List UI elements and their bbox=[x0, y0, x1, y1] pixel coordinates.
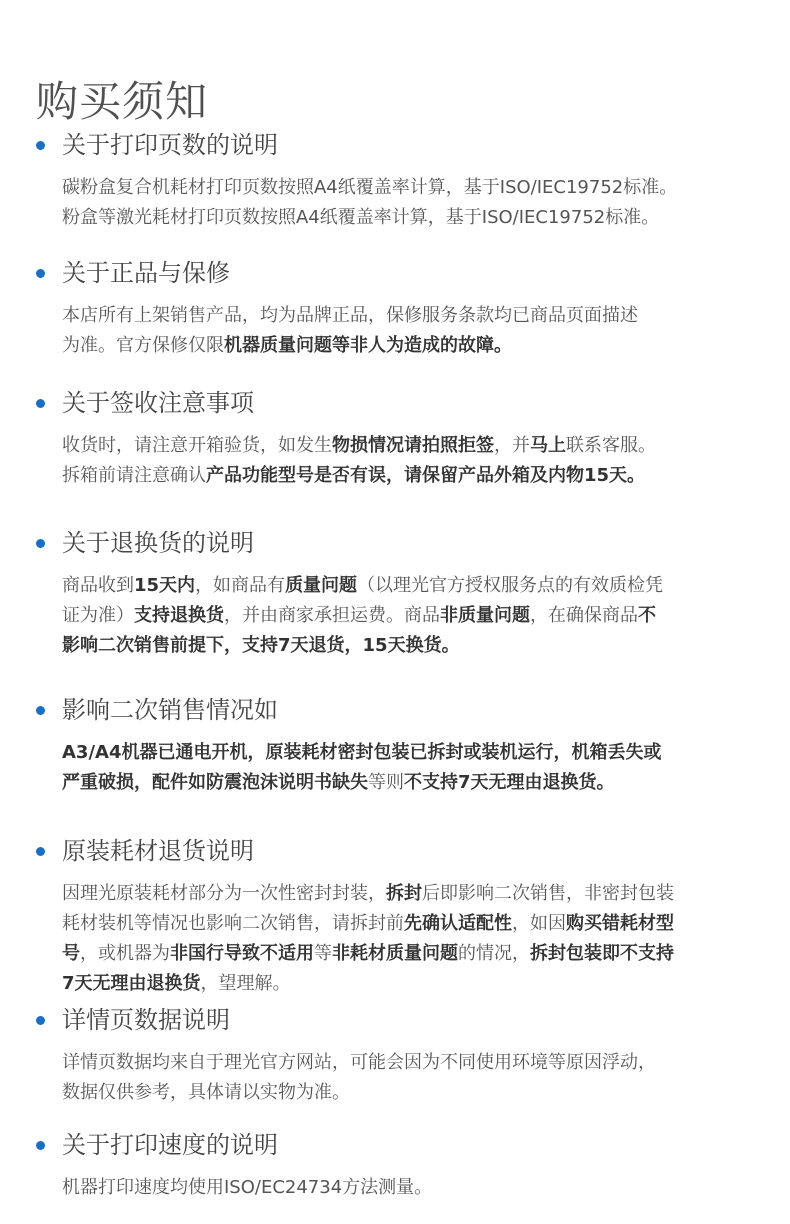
section-title: 关于正品与保修 bbox=[62, 259, 230, 287]
section-title: 影响二次销售情况如 bbox=[62, 696, 278, 724]
body-line bbox=[62, 1048, 762, 1078]
bullet-dot-icon bbox=[36, 1141, 45, 1150]
section-title: 关于打印速度的说明 bbox=[62, 1131, 278, 1159]
body-line bbox=[62, 738, 762, 768]
bold-text: 先确认适配性 bbox=[404, 913, 512, 934]
body-text: 商品收到 bbox=[62, 575, 134, 596]
body-text: ，望理解。 bbox=[200, 973, 291, 994]
body-line bbox=[62, 301, 762, 331]
section-body bbox=[62, 879, 762, 999]
body-text: 粉盒等激光耗材打印页数按照A4纸覆盖率计算，基于ISO/IEC19752标准。 bbox=[62, 207, 660, 228]
body-text: 收货时，请注意开箱验货，如发生 bbox=[62, 435, 332, 456]
section-header bbox=[0, 387, 790, 419]
body-line bbox=[62, 331, 762, 361]
body-line bbox=[62, 909, 762, 939]
body-text: ，在确保商品 bbox=[530, 605, 638, 626]
section-header bbox=[0, 129, 790, 161]
section-body bbox=[62, 301, 762, 361]
body-line bbox=[62, 969, 762, 999]
body-text: 为准。官方保修仅限 bbox=[62, 335, 224, 356]
body-text: 的情况， bbox=[458, 943, 530, 964]
bold-text: 物损情况请拍照拒签 bbox=[332, 435, 494, 456]
section-title: 关于退换货的说明 bbox=[62, 529, 254, 557]
bullet-dot-icon bbox=[36, 847, 45, 856]
bold-text: 质量问题 bbox=[285, 575, 358, 596]
bullet-dot-icon bbox=[36, 399, 45, 408]
body-text: ，如因 bbox=[512, 913, 566, 934]
section-header bbox=[0, 694, 790, 726]
body-text: 等则 bbox=[368, 772, 404, 793]
body-text: 数据仅供参考，具体请以实物为准。 bbox=[62, 1082, 350, 1103]
bold-text: 15天内 bbox=[134, 575, 196, 596]
section-body bbox=[62, 1173, 762, 1203]
bullet-dot-icon bbox=[36, 706, 45, 715]
bullet-dot-icon bbox=[36, 539, 45, 548]
section-header bbox=[0, 1129, 790, 1161]
body-line bbox=[62, 879, 762, 909]
section-body bbox=[62, 431, 762, 491]
body-text: 本店所有上架销售产品，均为品牌正品，保修服务条款均已商品页面描述 bbox=[62, 305, 638, 326]
section-title: 原装耗材退货说明 bbox=[62, 837, 254, 865]
body-line bbox=[62, 571, 762, 601]
body-line bbox=[62, 203, 762, 233]
bold-text: 机器质量问题等非人为造成的故障。 bbox=[224, 335, 512, 356]
body-line bbox=[62, 1078, 762, 1108]
body-text: 因理光原装耗材部分为一次性密封封装， bbox=[62, 883, 386, 904]
body-text: 等 bbox=[314, 943, 332, 964]
body-text: （以理光官方授权服务点的有效质检凭 bbox=[357, 575, 664, 596]
body-line bbox=[62, 768, 762, 798]
section-body bbox=[62, 571, 762, 661]
section-title: 关于签收注意事项 bbox=[62, 389, 254, 417]
bold-text: 支持退换货 bbox=[134, 605, 224, 626]
body-text: 详情页数据均来自于理光官方网站，可能会因为不同使用环境等原因浮动， bbox=[62, 1052, 656, 1073]
body-text: ，或机器为 bbox=[80, 943, 170, 964]
bold-text: 非质量问题 bbox=[440, 605, 530, 626]
section-body bbox=[62, 1048, 762, 1108]
body-text: 机器打印速度均使用ISO/EC24734方法测量。 bbox=[62, 1177, 433, 1198]
bold-text: 购买错耗材型 bbox=[566, 913, 674, 934]
body-text: 证为准） bbox=[62, 605, 134, 626]
section-title: 详情页数据说明 bbox=[62, 1006, 230, 1034]
body-line bbox=[62, 1173, 762, 1203]
section-header bbox=[0, 1004, 790, 1036]
bold-text: 产品功能型号是否有误，请保留产品外箱及内物15天。 bbox=[206, 465, 646, 486]
bold-text: 马上 bbox=[530, 435, 566, 456]
body-text: ，并 bbox=[494, 435, 530, 456]
body-line bbox=[62, 461, 762, 491]
bold-text: 不 bbox=[638, 605, 656, 626]
body-line bbox=[62, 173, 762, 203]
bold-text: 非国行导致不适用 bbox=[170, 943, 314, 964]
body-text: 后即影响二次销售，非密封包装 bbox=[422, 883, 674, 904]
body-line bbox=[62, 431, 762, 461]
bullet-dot-icon bbox=[36, 141, 45, 150]
bold-text: 拆封包装即不支持 bbox=[530, 943, 674, 964]
bold-text: 7天无理由退换货 bbox=[62, 973, 201, 994]
bullet-dot-icon bbox=[36, 1016, 45, 1025]
section-title: 关于打印页数的说明 bbox=[62, 131, 278, 159]
body-text: 耗材装机等情况也影响二次销售，请拆封前 bbox=[62, 913, 404, 934]
body-text: ，如商品有 bbox=[195, 575, 286, 596]
bold-text: A3/A4机器已通电开机，原装耗材密封包装已拆封或装机运行，机箱丢失或 bbox=[62, 742, 662, 763]
bold-text: 不支持7天无理由退换货。 bbox=[404, 772, 615, 793]
bold-text: 非耗材质量问题 bbox=[332, 943, 458, 964]
body-line bbox=[62, 601, 762, 631]
section-body bbox=[62, 173, 762, 233]
bullet-dot-icon bbox=[36, 269, 45, 278]
bold-text: 号 bbox=[62, 943, 80, 964]
body-text: ，并由商家承担运费。商品 bbox=[224, 605, 440, 626]
section-header bbox=[0, 835, 790, 867]
bold-text: 严重破损，配件如防震泡沫说明书缺失 bbox=[62, 772, 368, 793]
body-line bbox=[62, 631, 762, 661]
body-text: 拆箱前请注意确认 bbox=[62, 465, 206, 486]
section-body bbox=[62, 738, 762, 798]
bold-text: 拆封 bbox=[386, 883, 422, 904]
section-header bbox=[0, 257, 790, 289]
body-text: 碳粉盒复合机耗材打印页数按照A4纸覆盖率计算，基于ISO/IEC19752标准。 bbox=[62, 177, 678, 198]
page-title: 购买须知 bbox=[36, 77, 209, 127]
section-header bbox=[0, 527, 790, 559]
bold-text: 影响二次销售前提下，支持7天退货，15天换货。 bbox=[62, 635, 460, 656]
body-line bbox=[62, 939, 762, 969]
body-text: 联系客服。 bbox=[566, 435, 656, 456]
